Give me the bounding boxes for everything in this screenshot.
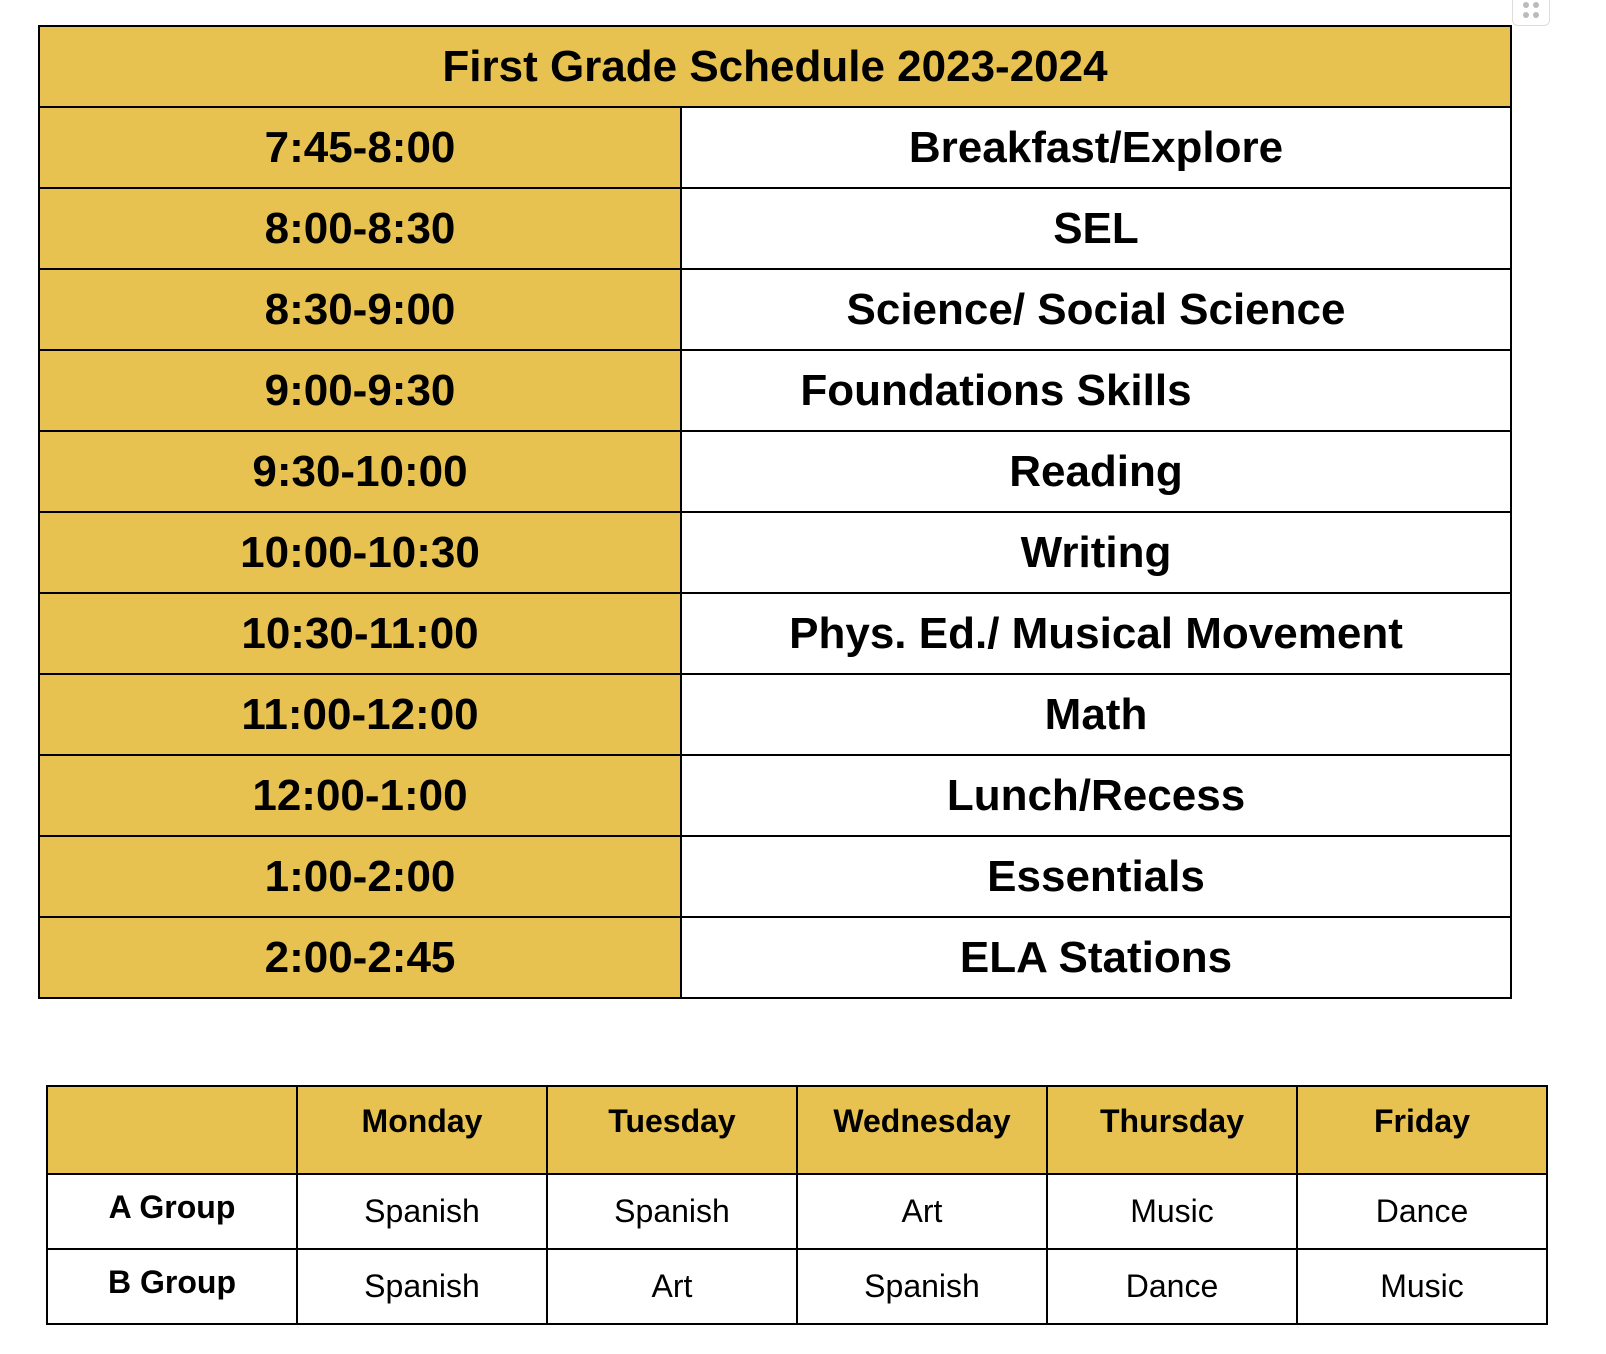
- time-cell: 8:00-8:30: [39, 188, 681, 269]
- class-cell: Dance: [1297, 1174, 1547, 1249]
- time-cell: 10:30-11:00: [39, 593, 681, 674]
- group-row: [47, 1249, 1547, 1324]
- class-cell: Music: [1047, 1174, 1297, 1249]
- empty-header-cell: [47, 1086, 297, 1174]
- activity-cell: Reading: [681, 431, 1511, 512]
- time-cell: 11:00-12:00: [39, 674, 681, 755]
- class-cell: Spanish: [297, 1174, 547, 1249]
- class-cell: Spanish: [797, 1249, 1047, 1324]
- schedule-row: [39, 188, 1511, 269]
- class-cell: Dance: [1047, 1249, 1297, 1324]
- schedule-row: [39, 836, 1511, 917]
- schedule-row: [39, 917, 1511, 998]
- activity-cell: Lunch/Recess: [681, 755, 1511, 836]
- schedule-row: [39, 431, 1511, 512]
- schedule-row: [39, 593, 1511, 674]
- class-cell: Art: [797, 1174, 1047, 1249]
- schedule-row: [39, 512, 1511, 593]
- activity-cell: Foundations Skills: [681, 350, 1511, 431]
- activity-cell: ELA Stations: [681, 917, 1511, 998]
- schedule-row: [39, 674, 1511, 755]
- group-label: B Group: [47, 1249, 297, 1324]
- schedule-row: [39, 755, 1511, 836]
- class-cell: Music: [1297, 1249, 1547, 1324]
- rotation-header-row: [47, 1086, 1547, 1174]
- schedule-row: [39, 350, 1511, 431]
- activity-cell: Breakfast/Explore: [681, 107, 1511, 188]
- activity-cell: Science/ Social Science: [681, 269, 1511, 350]
- activity-cell: Essentials: [681, 836, 1511, 917]
- schedule-row: [39, 107, 1511, 188]
- schedule-row: [39, 269, 1511, 350]
- time-cell: 10:00-10:30: [39, 512, 681, 593]
- schedule-table: [38, 25, 1512, 999]
- activity-cell: Math: [681, 674, 1511, 755]
- rotation-table: [46, 1085, 1548, 1325]
- day-header: Tuesday: [547, 1086, 797, 1174]
- day-header: Monday: [297, 1086, 547, 1174]
- class-cell: Art: [547, 1249, 797, 1324]
- time-cell: 9:00-9:30: [39, 350, 681, 431]
- day-header: Wednesday: [797, 1086, 1047, 1174]
- time-cell: 12:00-1:00: [39, 755, 681, 836]
- time-cell: 7:45-8:00: [39, 107, 681, 188]
- group-label: A Group: [47, 1174, 297, 1249]
- time-cell: 8:30-9:00: [39, 269, 681, 350]
- group-row: [47, 1174, 1547, 1249]
- time-cell: 9:30-10:00: [39, 431, 681, 512]
- activity-cell: Phys. Ed./ Musical Movement: [681, 593, 1511, 674]
- class-cell: Spanish: [297, 1249, 547, 1324]
- schedule-title: First Grade Schedule 2023-2024: [39, 26, 1511, 107]
- class-cell: Spanish: [547, 1174, 797, 1249]
- time-cell: 1:00-2:00: [39, 836, 681, 917]
- activity-cell: SEL: [681, 188, 1511, 269]
- day-header: Friday: [1297, 1086, 1547, 1174]
- activity-cell: Writing: [681, 512, 1511, 593]
- time-cell: 2:00-2:45: [39, 917, 681, 998]
- day-header: Thursday: [1047, 1086, 1297, 1174]
- drag-handle-icon[interactable]: [1512, 0, 1550, 26]
